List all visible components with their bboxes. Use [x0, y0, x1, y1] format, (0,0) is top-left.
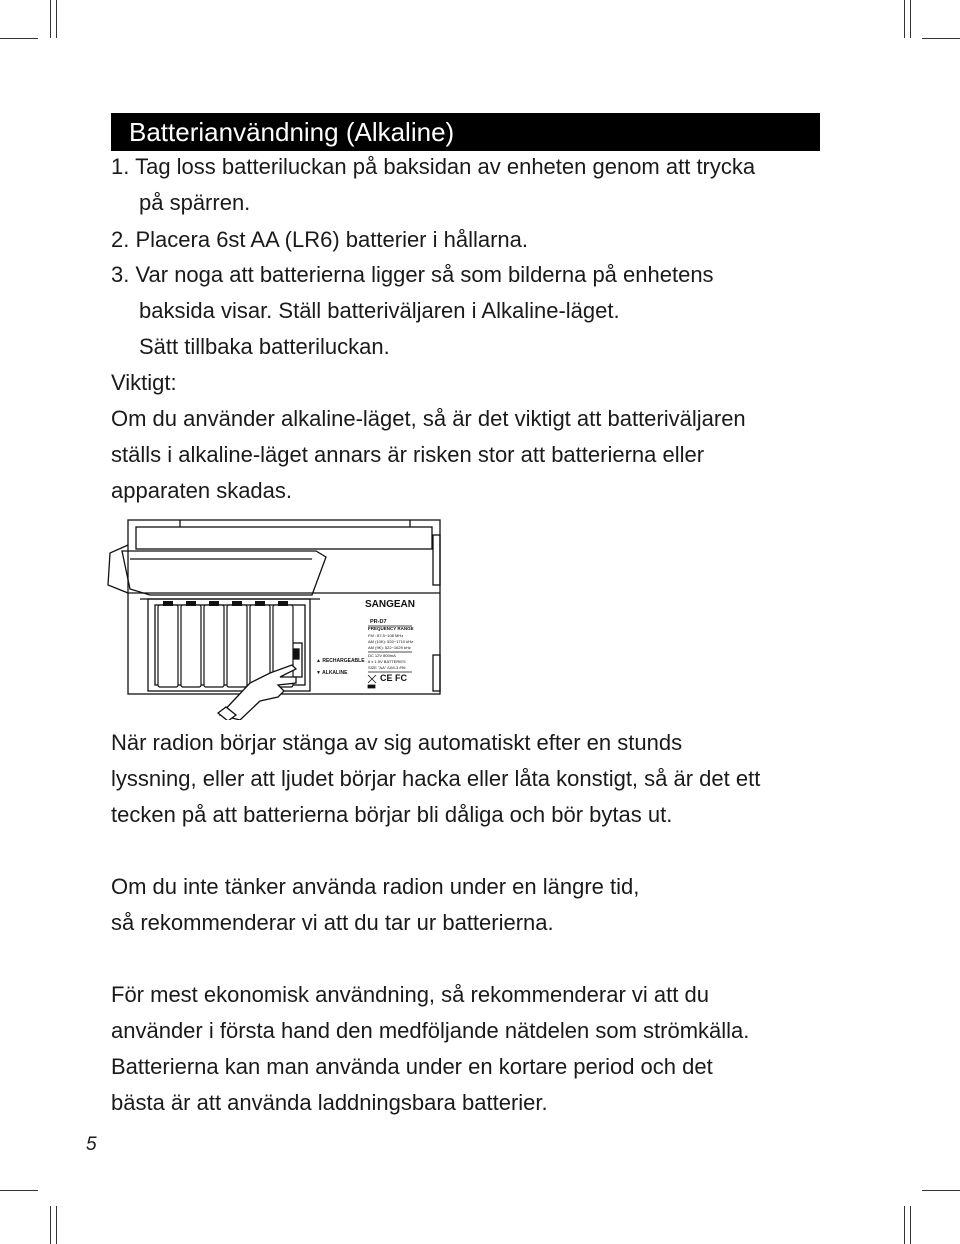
paragraph-line: tecken på att batterierna börjar bli dåliga och bör bytas ut. [111, 802, 673, 827]
crop-mark [56, 1206, 57, 1244]
step-number: 2. [111, 227, 130, 252]
frequency-line: AM (9K): 522~1629 kHz [368, 645, 411, 650]
crop-mark [0, 38, 38, 39]
step-1 [111, 153, 755, 181]
certification-marks: CE FC [380, 673, 407, 683]
step-number: 3. [111, 262, 130, 287]
power-line: DC 12V 800mA [368, 653, 396, 658]
crop-mark [904, 0, 905, 38]
important-text: ställs i alkaline-läget annars är risken stor att batterierna eller [111, 442, 705, 467]
paragraph-line: lyssning, eller att ljudet börjar hacka eller låta konstigt, så är det ett [111, 766, 761, 791]
step-text: Var noga att batterierna ligger så som bilderna på enhetens [135, 262, 714, 287]
page-number: 5 [86, 1134, 97, 1155]
step-text: Placera 6st AA (LR6) batterier i hållarna. [135, 227, 529, 252]
step-number: 1. [111, 154, 130, 179]
important-text: Om du använder alkaline-läget, så är det viktigt att batteriväljaren [111, 406, 746, 431]
crop-mark [904, 1206, 905, 1244]
model-label: PR-D7 [370, 619, 387, 625]
weee-bin-icon [368, 675, 376, 683]
section-title: Batterianvändning (Alkaline) [111, 113, 820, 151]
paragraph-line: Batterierna kan man använda under en kortare period och det [111, 1054, 713, 1079]
crop-mark [910, 0, 911, 38]
step-text: Tag loss batteriluckan på baksidan av enheten genom att trycka [135, 154, 756, 179]
frequency-line: FM : 87.5~108 MHz [368, 633, 404, 638]
paragraph-line: så rekommenderar vi att du tar ur batterierna. [111, 910, 554, 935]
brand-logo: SANGEAN [365, 599, 416, 610]
crop-mark [910, 1206, 911, 1244]
important-text: apparaten skadas. [111, 478, 293, 503]
paragraph-line: Om du inte tänker använda radion under en längre tid, [111, 874, 640, 899]
crop-mark [56, 0, 57, 38]
step-3-continuation: Sätt tillbaka batteriluckan. [139, 334, 390, 359]
frequency-line: AM (10K): 520~1710 kHz [368, 639, 414, 644]
switch-label-rechargeable: ▲ RECHARGEABLE [316, 658, 365, 664]
important-label: Viktigt: [111, 370, 177, 395]
frequency-heading: FREQUENCY RANGE [368, 626, 414, 631]
switch-label-alkaline: ▼ ALKALINE [316, 670, 348, 676]
paragraph-line: använder i första hand den medföljande nätdelen som strömkälla. [111, 1018, 750, 1043]
battery-compartment-illustration [100, 515, 450, 720]
crop-mark [50, 1206, 51, 1244]
crop-mark [922, 1190, 960, 1191]
power-line: SIZE "AA" /UM-3 /R6 [368, 665, 406, 670]
power-line: 6 x 1.5V BATTERIES [368, 659, 406, 664]
crop-mark [50, 0, 51, 38]
crop-mark [922, 38, 960, 39]
paragraph-line: När radion börjar stänga av sig automatiskt efter en stunds [111, 730, 683, 755]
paragraph-line: För mest ekonomisk användning, så rekommenderar vi att du [111, 982, 709, 1007]
paragraph-line: bästa är att använda laddningsbara batterier. [111, 1090, 548, 1115]
step-2 [111, 226, 528, 254]
step-3-continuation: baksida visar. Ställ batteriväljaren i Alkaline-läget. [139, 298, 620, 323]
step-1-continuation: på spärren. [139, 190, 251, 215]
crop-mark [0, 1190, 38, 1191]
step-3 [111, 261, 714, 289]
